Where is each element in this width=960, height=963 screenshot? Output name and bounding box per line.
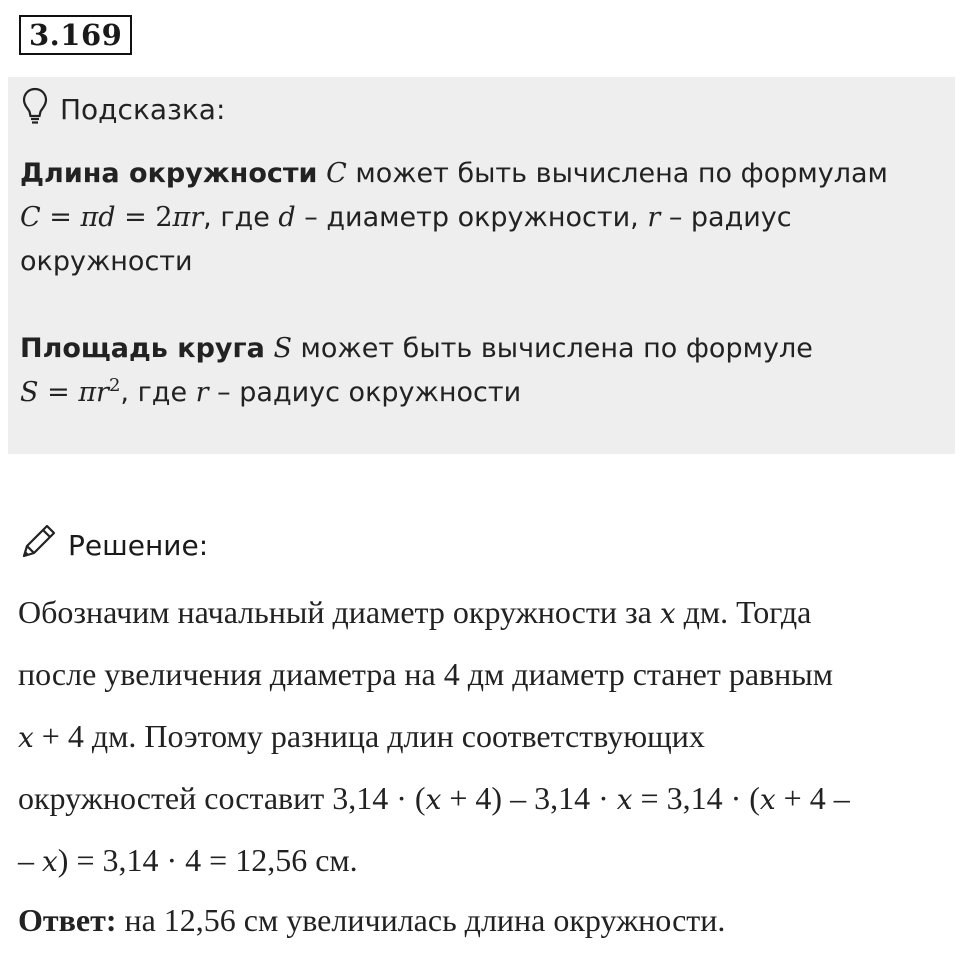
text: Обозначим начальный диаметр окружности за (18, 594, 652, 630)
solution-body (18, 582, 948, 892)
circumference-continuation: окружности (20, 246, 193, 277)
pencil-icon (18, 522, 58, 569)
hint-box (8, 77, 955, 454)
answer-label: Ответ: (18, 902, 117, 938)
formula-two: 2 (155, 202, 173, 233)
formula-where: , где (203, 202, 270, 233)
text: дм. Тогда (683, 594, 812, 630)
text: + 4 – (783, 780, 850, 816)
var-x: x (659, 597, 676, 630)
solution-header (18, 522, 208, 569)
solution-line-1 (18, 582, 948, 644)
hint-title: Подсказка: (60, 92, 226, 126)
problem-number: 3.169 (19, 15, 132, 55)
lightbulb-icon (22, 87, 48, 132)
area-formula: $S = \pi r^2$, где r – радиус окружности (20, 375, 522, 408)
var-x: x (616, 783, 633, 816)
r-description: – радиус (668, 202, 792, 233)
circumference-text: может быть вычислена по формулам (355, 158, 888, 189)
var-x: x (759, 783, 776, 816)
var-r: r (647, 202, 661, 233)
formula-s: S (20, 377, 39, 408)
solution-line-3 (18, 706, 948, 768)
circumference-formula: C = πd = 2πr, где d – диаметр окружности, r – радиус (20, 202, 792, 233)
d-description: – диаметр окружности, (304, 202, 639, 233)
text: – (18, 842, 34, 878)
var-x: x (18, 721, 34, 754)
text: + 4) – 3,14 · (449, 780, 609, 816)
area-where: , где (120, 377, 188, 408)
circumference-label: Длина окружности (20, 158, 318, 189)
area-r-description: – радиус окружности (217, 377, 522, 408)
hint-header (22, 87, 225, 132)
circumference-var: C (326, 158, 347, 189)
circumference-line-1 (20, 152, 888, 196)
text: = 3,14 · ( (640, 780, 760, 816)
area-var-r: r (195, 377, 209, 408)
area-line-1 (20, 327, 813, 371)
text: ) = 3,14 · 4 = 12,56 см. (57, 842, 358, 878)
area-text: может быть вычислена по формуле (300, 333, 813, 364)
solution-line-5 (18, 830, 948, 892)
area-label: Площадь круга (20, 333, 265, 364)
area-var: S (273, 333, 292, 364)
exponent: 2 (108, 375, 121, 396)
var-d: d (278, 202, 296, 233)
text: окружностей составит 3,14 · ( (18, 780, 426, 816)
formula-c: C (20, 202, 41, 233)
var-x: x (425, 783, 442, 816)
solution-line-4 (18, 768, 948, 830)
formula-pi-r: πr (172, 202, 204, 233)
formula-pi-d: πd (80, 202, 116, 233)
solution-line-2: после увеличения диаметра на 4 дм диаметр станет равным (18, 656, 833, 692)
text: + 4 дм. Поэтому разница длин соответствующих (41, 718, 705, 754)
answer-line (18, 892, 948, 948)
answer-text: на 12,56 см увеличилась длина окружности. (124, 902, 726, 938)
formula-pi-r-sq: πr (78, 377, 109, 408)
solution-title: Решение: (68, 528, 209, 562)
var-x: x (42, 845, 58, 878)
